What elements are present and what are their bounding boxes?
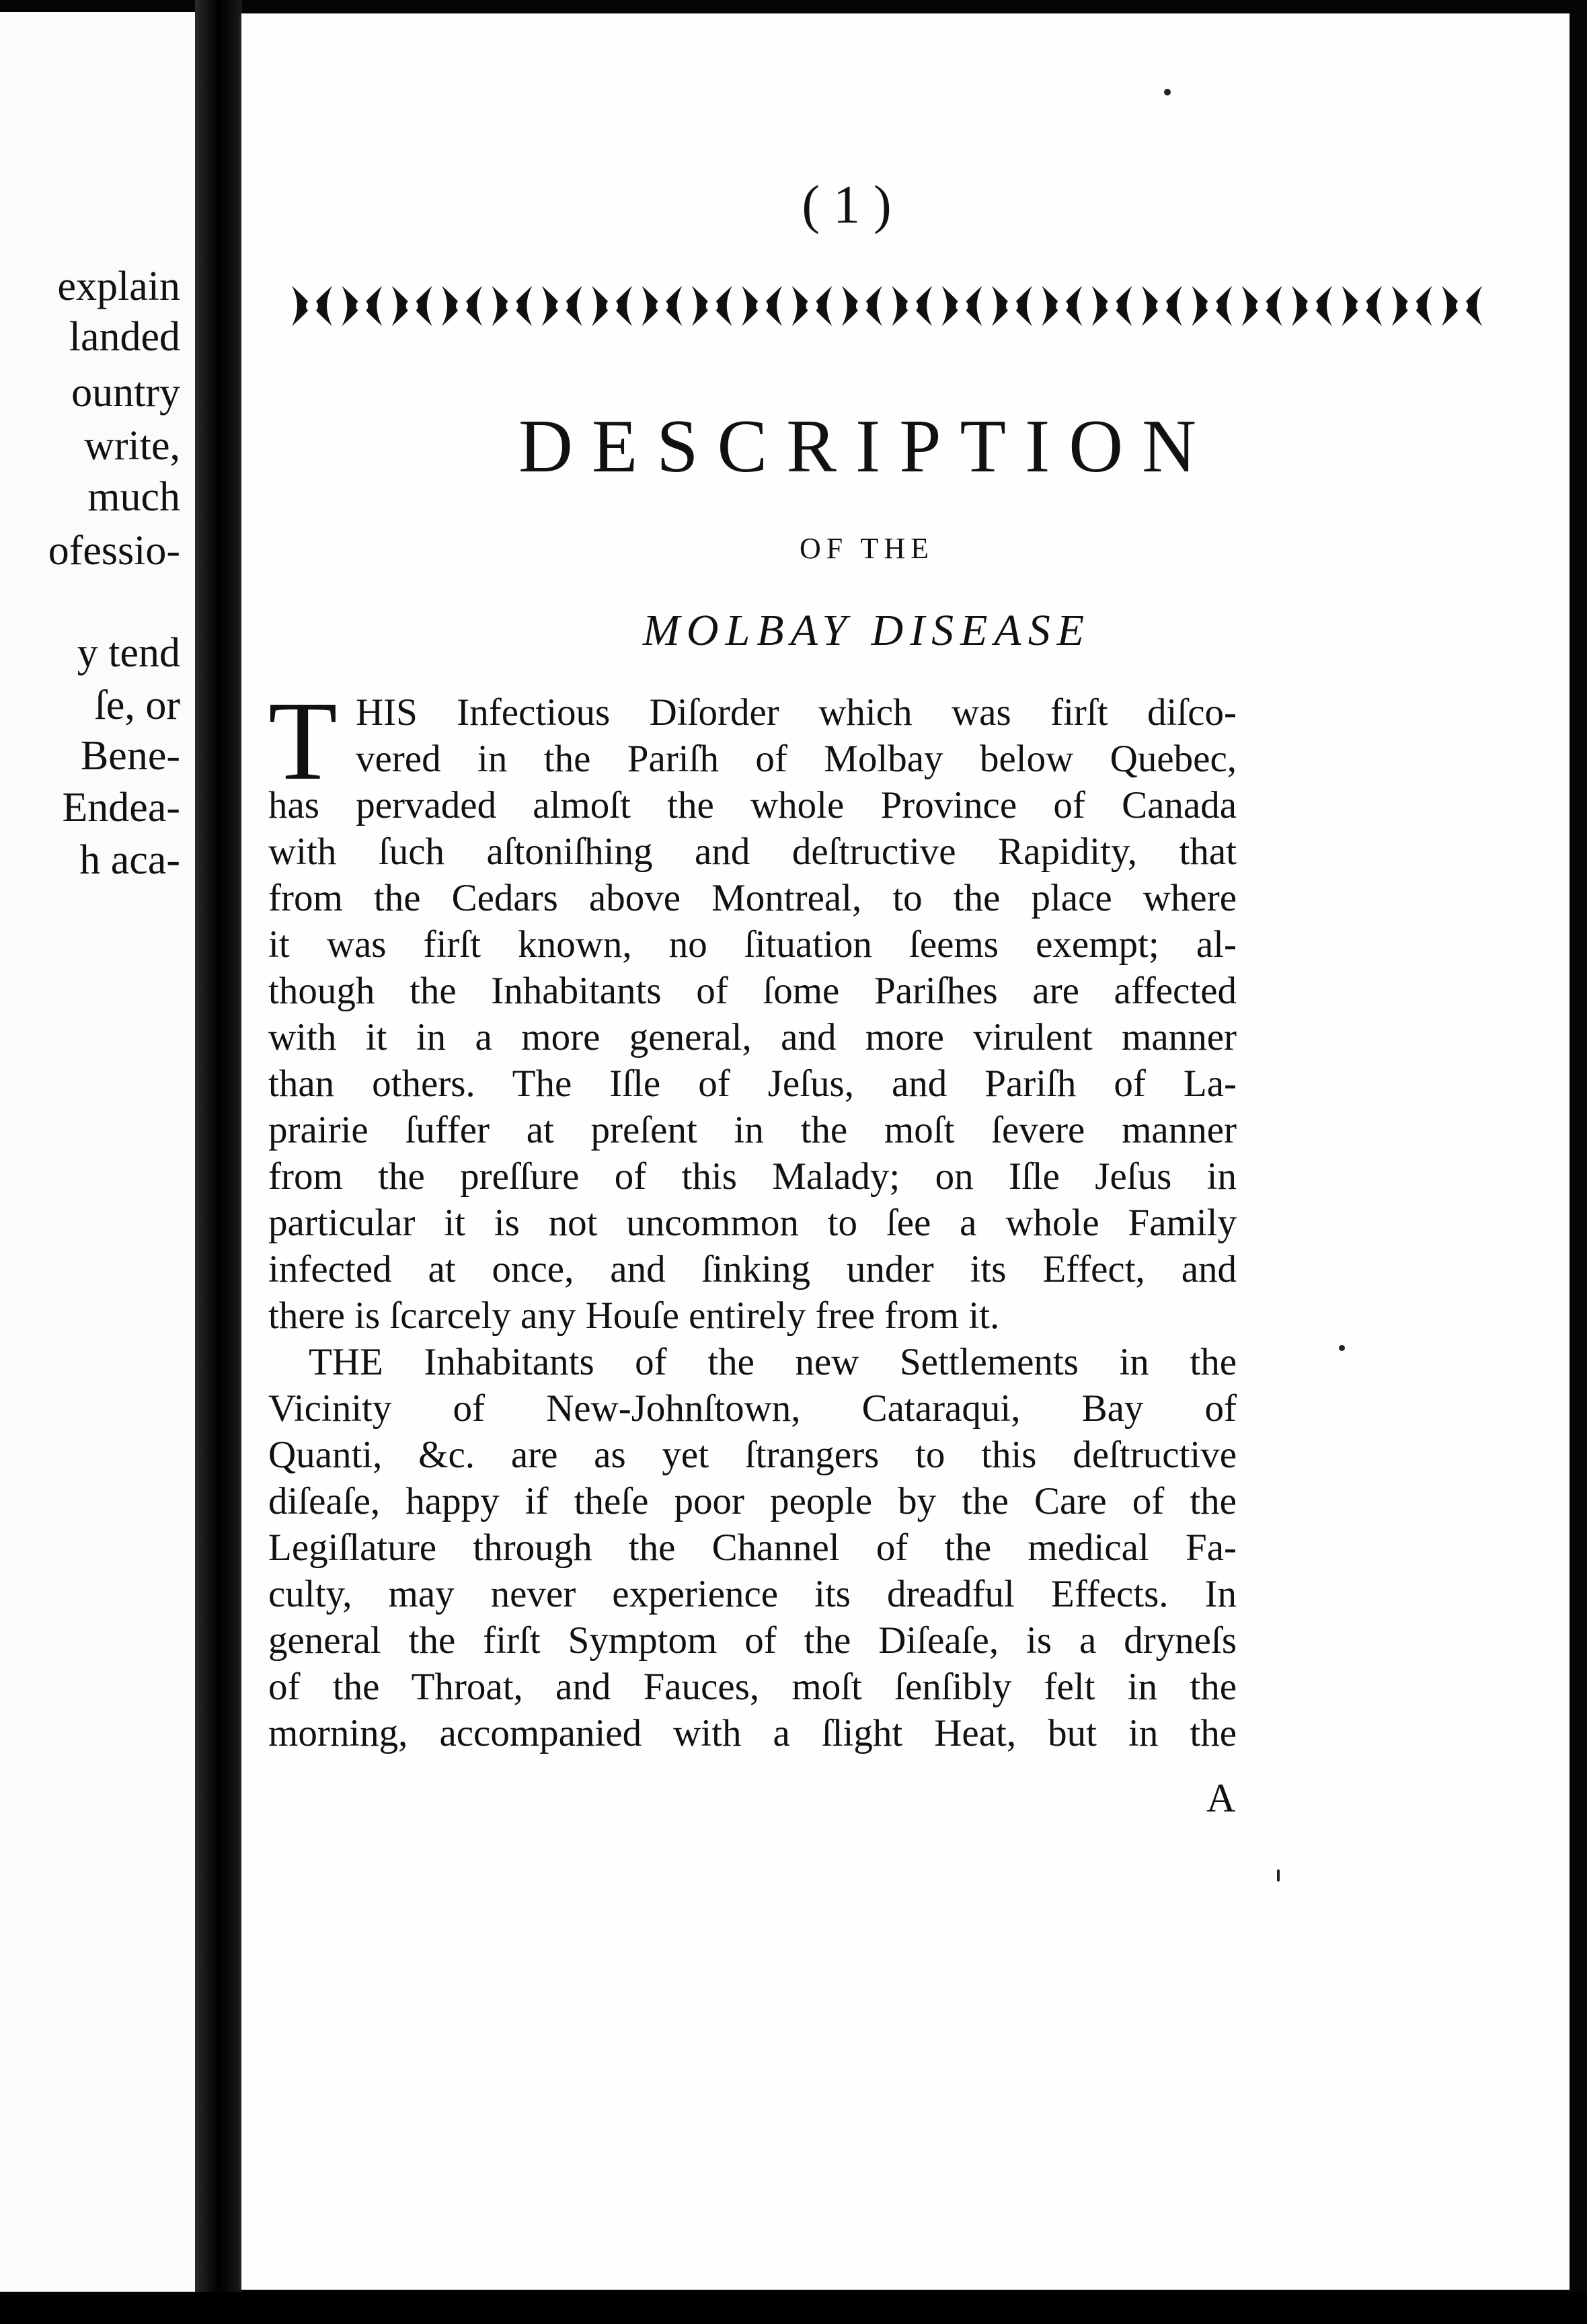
page-title: DESCRIPTION: [518, 405, 1216, 488]
fleuron-icon: [1042, 286, 1082, 326]
body-text: [268, 689, 1237, 1756]
facing-page-line: explain: [57, 264, 180, 309]
text-line: diſeaſe, happy if theſe poor people by the Care of the: [268, 1480, 1237, 1522]
text-line: general the firſt Symptom of the Diſeaſe, is a dryneſs: [268, 1619, 1237, 1662]
fleuron-icon: [742, 286, 782, 326]
facing-page-line: h aca-: [79, 837, 180, 883]
facing-page-line: ſe, or: [94, 683, 180, 728]
text-line: particular it is not uncommon to ſee a whole Family: [268, 1202, 1237, 1244]
text-line: Legiſlature through the Channel of the medical Fa-: [268, 1526, 1237, 1569]
catchword: A: [1206, 1776, 1236, 1820]
facing-page-line: y tend: [77, 630, 180, 676]
facing-page-line: ofessio-: [48, 528, 180, 574]
scan-border: [0, 2292, 1587, 2324]
fleuron-icon: [1392, 286, 1432, 326]
text-line: Quanti, &c. are as yet ſtrangers to this deſtructive: [268, 1434, 1237, 1476]
fleuron-icon: [642, 286, 682, 326]
fleuron-icon: [292, 286, 332, 326]
text-line: with it in a more general, and more virulent manner: [268, 1016, 1237, 1058]
fleuron-icon: [992, 286, 1032, 326]
text-line: vered in the Pariſh of Molbay below Quebec,: [356, 738, 1237, 780]
fleuron-icon: [892, 286, 932, 326]
fleuron-icon: [442, 286, 482, 326]
fleuron-icon: [492, 286, 532, 326]
text-line: culty, may never experience its dreadful Effects. In: [268, 1573, 1237, 1615]
facing-page-line: landed: [69, 314, 180, 360]
drop-cap: T: [268, 679, 338, 804]
fleuron-icon: [592, 286, 632, 326]
text-line: infected at once, and ſinking under its Effect, and: [268, 1248, 1237, 1290]
text-line: THE Inhabitants of the new Settlements in the: [309, 1341, 1237, 1383]
fleuron-icon: [1242, 286, 1282, 326]
text-line: HIS Infectious Diſorder which was firſt diſco-: [356, 691, 1237, 734]
text-line: Vicinity of New-Johnſtown, Cataraqui, Bay of: [268, 1387, 1237, 1430]
page-subtitle: OF THE: [800, 532, 934, 565]
text-line: it was firſt known, no ſituation ſeems exempt; al-: [268, 923, 1237, 966]
text-line: morning, accompanied with a ſlight Heat, but in the: [268, 1712, 1237, 1754]
text-line: than others. The Iſle of Jeſus, and Pariſh of La-: [268, 1062, 1237, 1105]
disease-title: MOLBAY DISEASE: [642, 606, 1091, 655]
book-page: [239, 13, 1570, 2290]
facing-page-line: Bene-: [80, 733, 180, 779]
facing-page-line: ountry: [71, 370, 180, 416]
fleuron-icon: [1142, 286, 1182, 326]
fleuron-icon: [1342, 286, 1382, 326]
fleuron-icon: [1442, 286, 1482, 326]
fleuron-icon: [1092, 286, 1132, 326]
fleuron-icon: [542, 286, 582, 326]
fleuron-icon: [842, 286, 882, 326]
facing-page: [0, 12, 195, 2292]
fleuron-icon: [692, 286, 732, 326]
facing-page-line: much: [87, 474, 180, 520]
text-line: of the Throat, and Fauces, moſt ſenſibly felt in the: [268, 1666, 1237, 1708]
page-number: ( 1 ): [802, 176, 892, 235]
fleuron-icon: [791, 286, 832, 326]
ink-speck: [1164, 89, 1171, 95]
text-line: has pervaded almoſt the whole Province of Canada: [268, 784, 1237, 826]
ink-speck: [1277, 1869, 1280, 1882]
ornamental-border: [282, 269, 1492, 343]
ink-speck: [1339, 1345, 1345, 1351]
book-gutter: [195, 0, 242, 2324]
text-line: there is ſcarcely any Houſe entirely free from it.: [268, 1294, 1000, 1337]
fleuron-icon: [342, 286, 382, 326]
fleuron-icon: [392, 286, 432, 326]
text-line: though the Inhabitants of ſome Pariſhes are affected: [268, 970, 1237, 1012]
fleuron-icon: [1292, 286, 1332, 326]
text-line: prairie ſuffer at preſent in the moſt ſevere manner: [268, 1109, 1237, 1151]
facing-page-line: Endea-: [62, 785, 180, 830]
facing-page-line: write,: [84, 423, 180, 469]
fleuron-icon: [1192, 286, 1232, 326]
fleuron-icon: [942, 286, 982, 326]
text-line: with ſuch aſtoniſhing and deſtructive Rapidity, that: [268, 830, 1237, 873]
text-line: from the preſſure of this Malady; on Iſle Jeſus in: [268, 1155, 1237, 1198]
text-line: from the Cedars above Montreal, to the place where: [268, 877, 1237, 919]
